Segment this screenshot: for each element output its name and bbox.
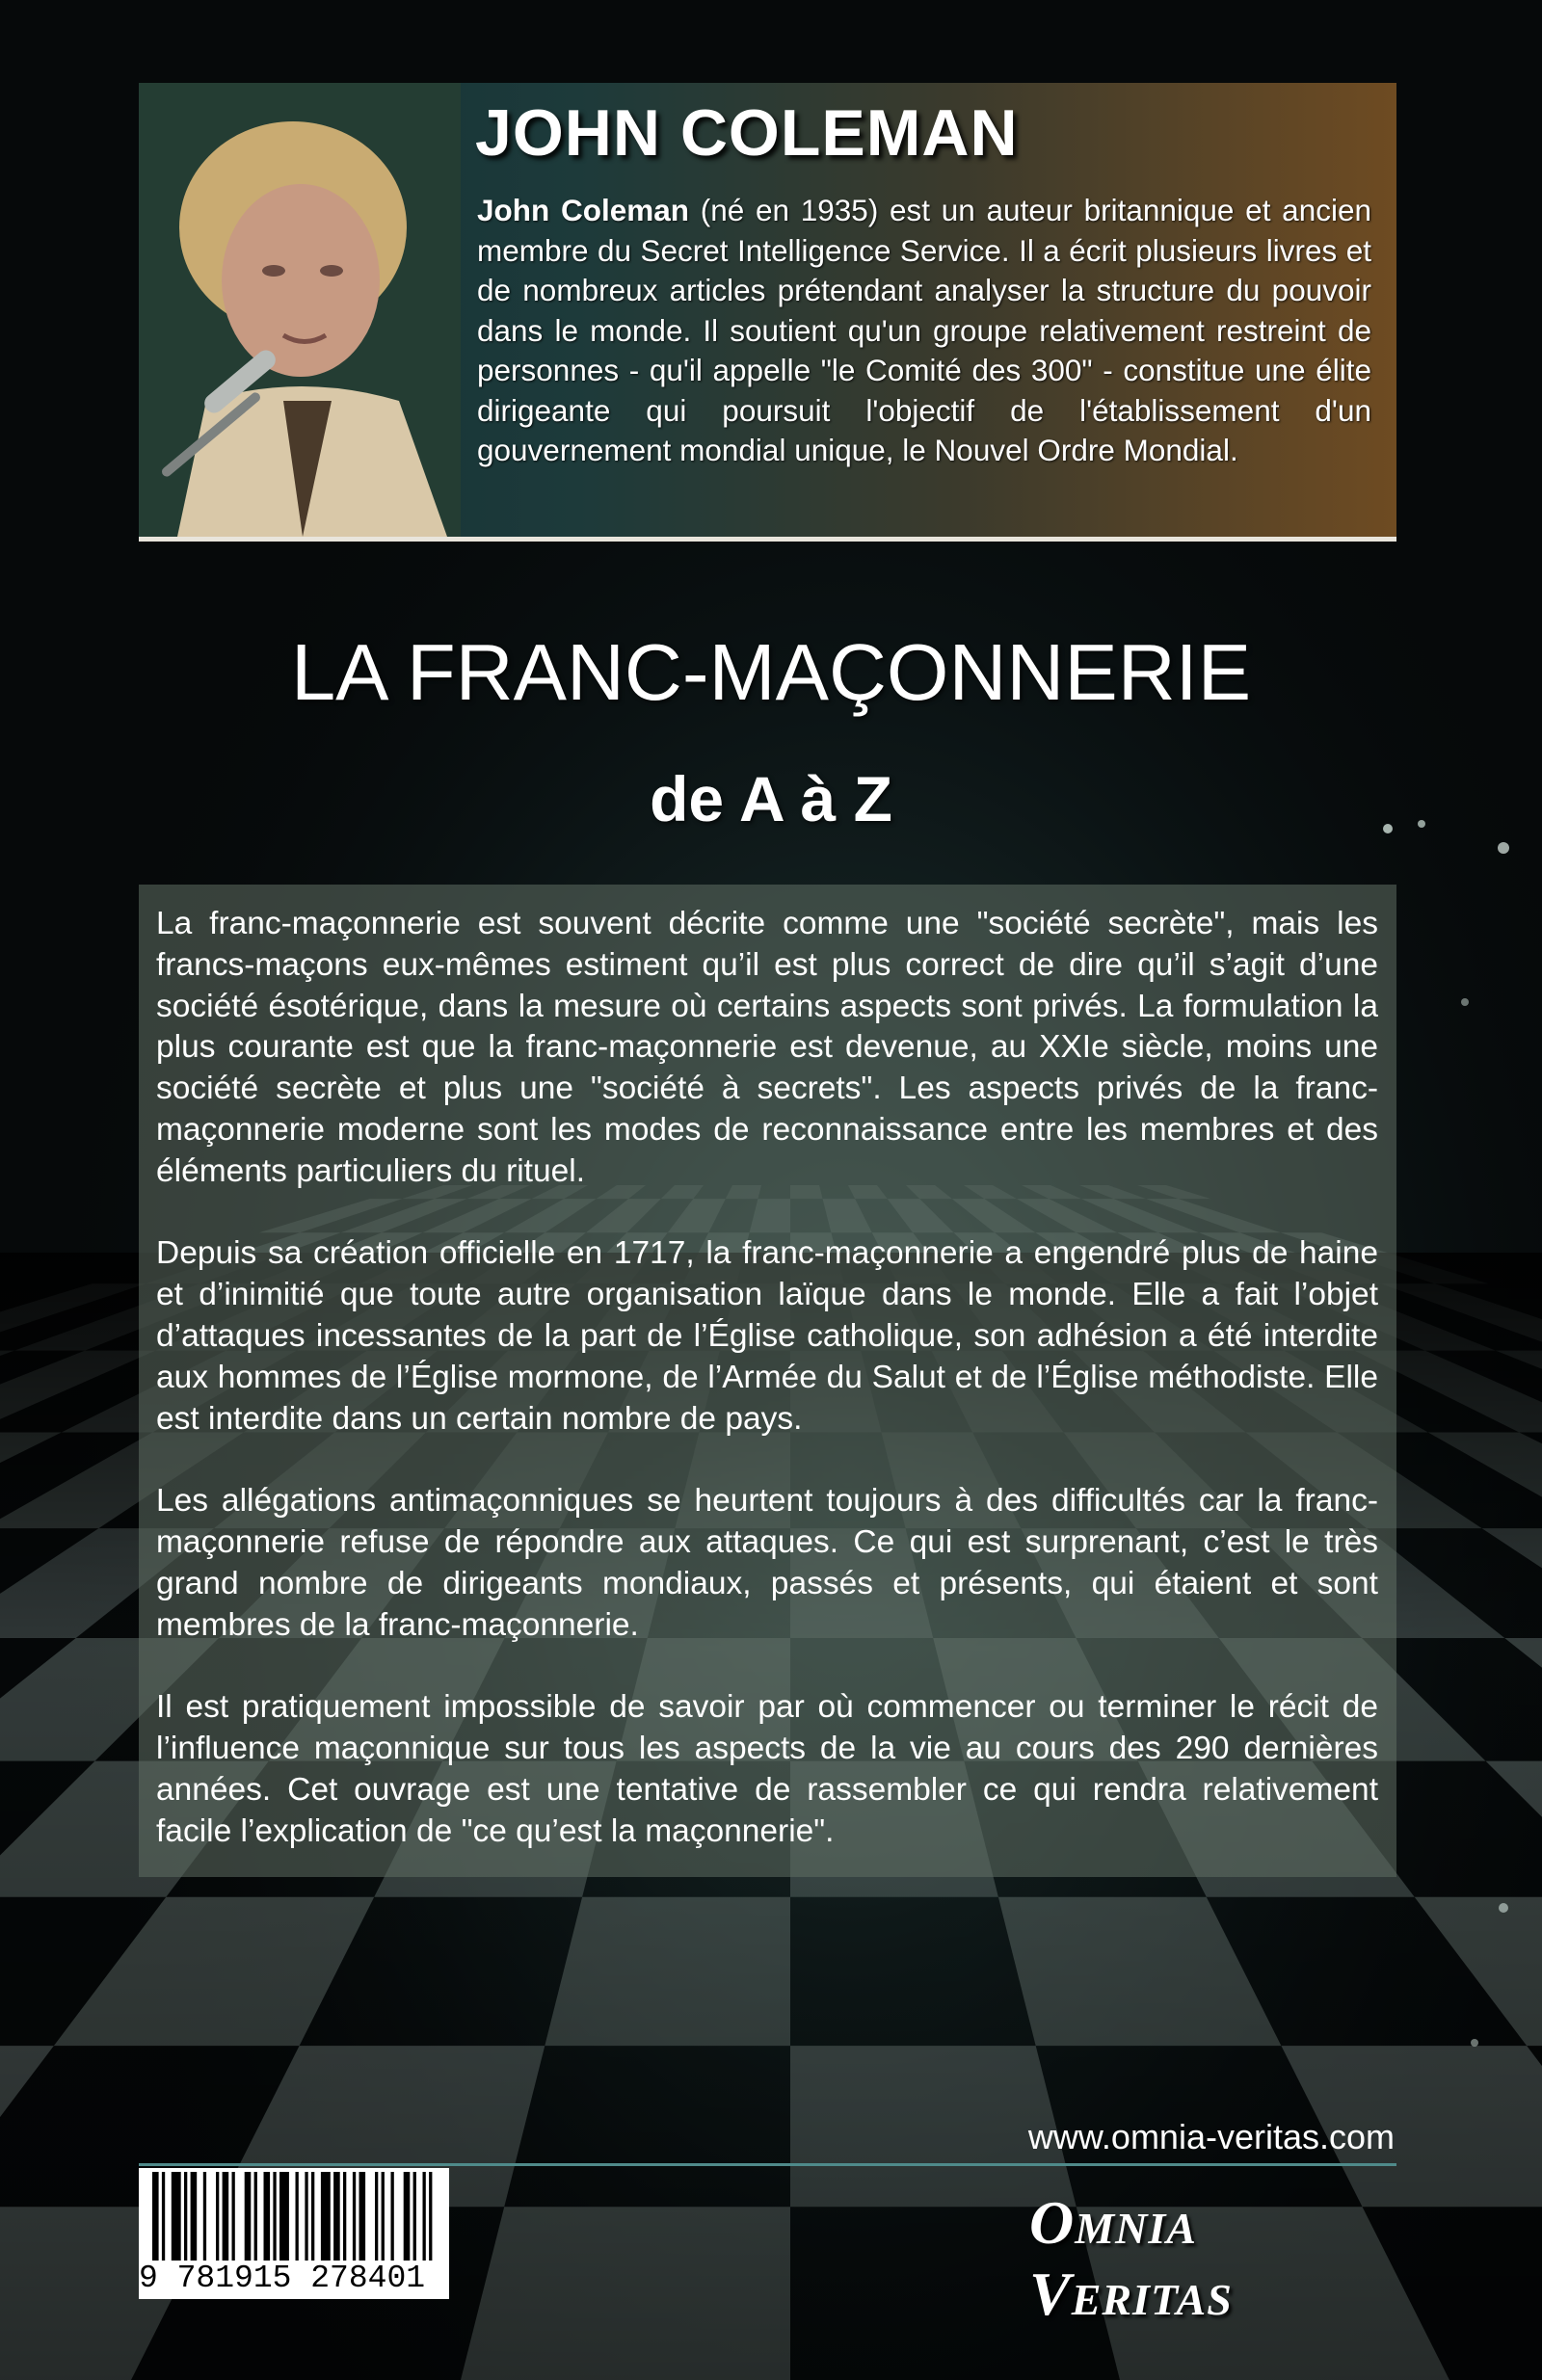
barcode-bar xyxy=(359,2172,366,2261)
author-bio xyxy=(477,191,1371,471)
barcode-bar xyxy=(273,2172,276,2261)
barcode-bar xyxy=(223,2172,229,2261)
barcode-bar xyxy=(333,2172,340,2261)
barcode-bar xyxy=(279,2172,289,2261)
barcode-bar xyxy=(353,2172,356,2261)
description-paragraph: La franc-maçonnerie est souvent décrite comme une "société secrète", mais les francs-maçons eux-mêmes estiment qu’il est plus correct de dire qu’il s’agit d’une société ésotérique, dans la mesure où certains aspects sont privés. La formulation la plus courante est que la franc-maçonnerie est devenue, au XXIe siècle, moins une société secrète et plus une "société à secrets". Les aspects privés de la franc-maçonnerie moderne sont les modes de reconnaissance entre les membres et des éléments particuliers du rituel. xyxy=(156,906,1378,1189)
barcode-bar xyxy=(311,2172,314,2261)
book-title: LA FRANC-MAÇONNERIE xyxy=(290,627,1252,717)
author-photo xyxy=(139,83,461,537)
barcode-bar xyxy=(216,2172,219,2261)
barcode-bar xyxy=(264,2172,271,2261)
publisher-website[interactable]: www.omnia-veritas.com xyxy=(1027,2117,1395,2156)
publisher-logo-word: MNIA xyxy=(1075,2204,1195,2253)
barcode-bar xyxy=(429,2172,432,2261)
barcode-bars xyxy=(139,2168,449,2264)
barcode-bar xyxy=(184,2172,187,2261)
barcode-bar xyxy=(152,2172,159,2261)
barcode-bar xyxy=(254,2172,257,2261)
description-paragraph: Depuis sa création officielle en 1717, la franc-maçonnerie a engendré plus de haine et d’inimitié que toute autre organisation laïque dans le monde. Elle a fait l’objet d’attaques incessantes de la part de l’Église catholique, son adhésion a été interdite aux hommes de l’Église mormone, de l’Armée du Salut et de l’Église méthodiste. Elle est interdite dans un certain nombre de pays. xyxy=(156,1235,1378,1437)
description-panel xyxy=(139,885,1396,1877)
isbn-barcode xyxy=(139,2168,449,2299)
publisher-logo-initial: V xyxy=(1029,2260,1072,2328)
barcode-bar xyxy=(305,2172,307,2261)
barcode-bar xyxy=(343,2172,346,2261)
author-bio-text: (né en 1935) est un auteur britannique et ancien membre du Secret Intelligence Service. Il a écrit plusieurs livres et de nombreux articles prétendant analyser la structure du pouvoir dans le monde. Il soutient qu'un groupe relativement restreint de personnes - qu'il appelle "le Comité des 300" - constitue une élite dirigeante qui poursuit l'objectif de l'établissement d'un gouvernement mondial unique, le Nouvel Ordre Mondial. xyxy=(477,193,1371,467)
barcode-bar xyxy=(321,2172,331,2261)
publisher-logo-initial: O xyxy=(1029,2188,1076,2257)
description-text xyxy=(156,904,1378,1893)
description-paragraph: Les allégations antimaçonniques se heurtent toujours à des difficultés car la franc-maçonnerie refuse de répondre aux attaques. Ce qui est surprenant, c’est le très grand nombre de dirigeants mondiaux, passés et présents, qui étaient et sont membres de la franc-maçonnerie. xyxy=(156,1483,1378,1643)
barcode-bar xyxy=(391,2172,394,2261)
barcode-bar xyxy=(382,2172,385,2261)
barcode-bar xyxy=(404,2172,411,2261)
barcode-bar xyxy=(203,2172,206,2261)
footer-divider xyxy=(139,2163,1396,2166)
description-paragraph: Il est pratiquement impossible de savoir par où commencer ou terminer le récit de l’influence maçonnique sur tous les aspects de la vie au cours des 290 dernières années. Cet ouvrage est une tentative de rassembler ce qui rendra relativement facile l’explication de "ce qu’est la maçonnerie". xyxy=(156,1689,1378,1849)
barcode-bar xyxy=(413,2172,416,2261)
publisher-logo-word: ERITAS xyxy=(1071,2275,1233,2324)
barcode-bar xyxy=(296,2172,299,2261)
author-block xyxy=(139,83,1396,542)
author-name: JOHN COLEMAN xyxy=(475,96,1019,170)
barcode-bar xyxy=(172,2172,181,2261)
barcode-bar xyxy=(191,2172,198,2261)
barcode-bar xyxy=(162,2172,165,2261)
barcode-bar xyxy=(232,2172,235,2261)
author-bio-name: John Coleman xyxy=(477,193,689,227)
barcode-bar xyxy=(423,2172,426,2261)
barcode-bar xyxy=(245,2172,252,2261)
publisher-logo xyxy=(1029,2187,1396,2328)
barcode-bar xyxy=(375,2172,378,2261)
book-subtitle: de A à Z xyxy=(650,763,892,834)
isbn-digits: 9 781915 278401 xyxy=(139,2261,426,2296)
